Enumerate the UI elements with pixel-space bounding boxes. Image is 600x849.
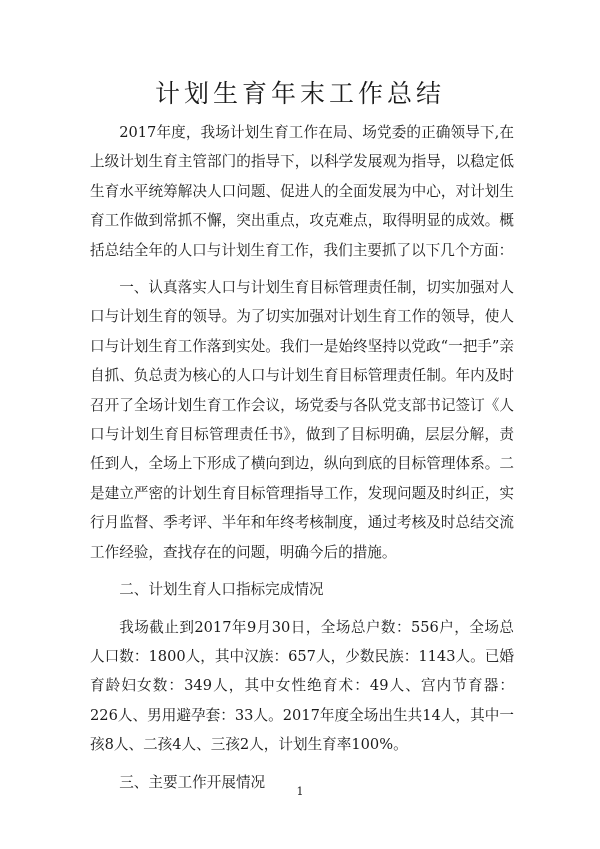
paragraph-population-stats: 我场截止到2017年9月30日，全场总户数：556户，全场总人口数：1800人，其中汉族：657人，少数民族：1143人。已婚育龄妇女数：349人，其中女性绝育术：49人、宫内节育器：226人、男用避孕套：33人。2017年度全场出生共14人，其中一孩8人、二孩4人、三孩2人，计划生育率100%。 <box>90 618 514 754</box>
section-heading-2: 二、计划生育人口指标完成情况 <box>119 581 324 599</box>
document-title: 计划生育年末工作总结 <box>154 79 445 108</box>
section-heading-3: 三、主要工作开展情况 <box>119 773 266 791</box>
page-number: 1 <box>296 785 304 798</box>
paragraph-section-1: 一、认真落实人口与计划生育目标管理责任制，切实加强对人口与计划生育的领导。为了切实加强对计划生育工作的领导，使人口与计划生育工作落到实处。我们一是始终坚持以党政“一把手”亲自抓、负总责为核心的人口与计划生育目标管理责任制。年内及时召开了全场计划生育工作会议，场党委与各队党支部书记签订《人口与计划生育目标管理责任书》，做到了目标明确，层层分解，责任到人，全场上下形成了横向到边，纵向到底的目标管理体系。二是建立严密的计划生育目标管理指导工作，发现问题及时纠正，实行月监督、季考评、半年和年终考核制度，通过考核及时总结交流工作经验，查找存在的问题，明确今后的措施。 <box>90 279 514 561</box>
document-body <box>90 118 514 797</box>
paragraph-intro: 2017年度，我场计划生育工作在局、场党委的正确领导下,在上级计划生育主管部门的指导下，以科学发展观为指导，以稳定低生育水平统筹解决人口问题、促进人的全面发展为中心，对计划生育工作做到常抓不懈，突出重点，攻克难点，取得明显的成效。概括总结全年的人口与计划生育工作，我们主要抓了以下几个方面： <box>90 124 514 259</box>
